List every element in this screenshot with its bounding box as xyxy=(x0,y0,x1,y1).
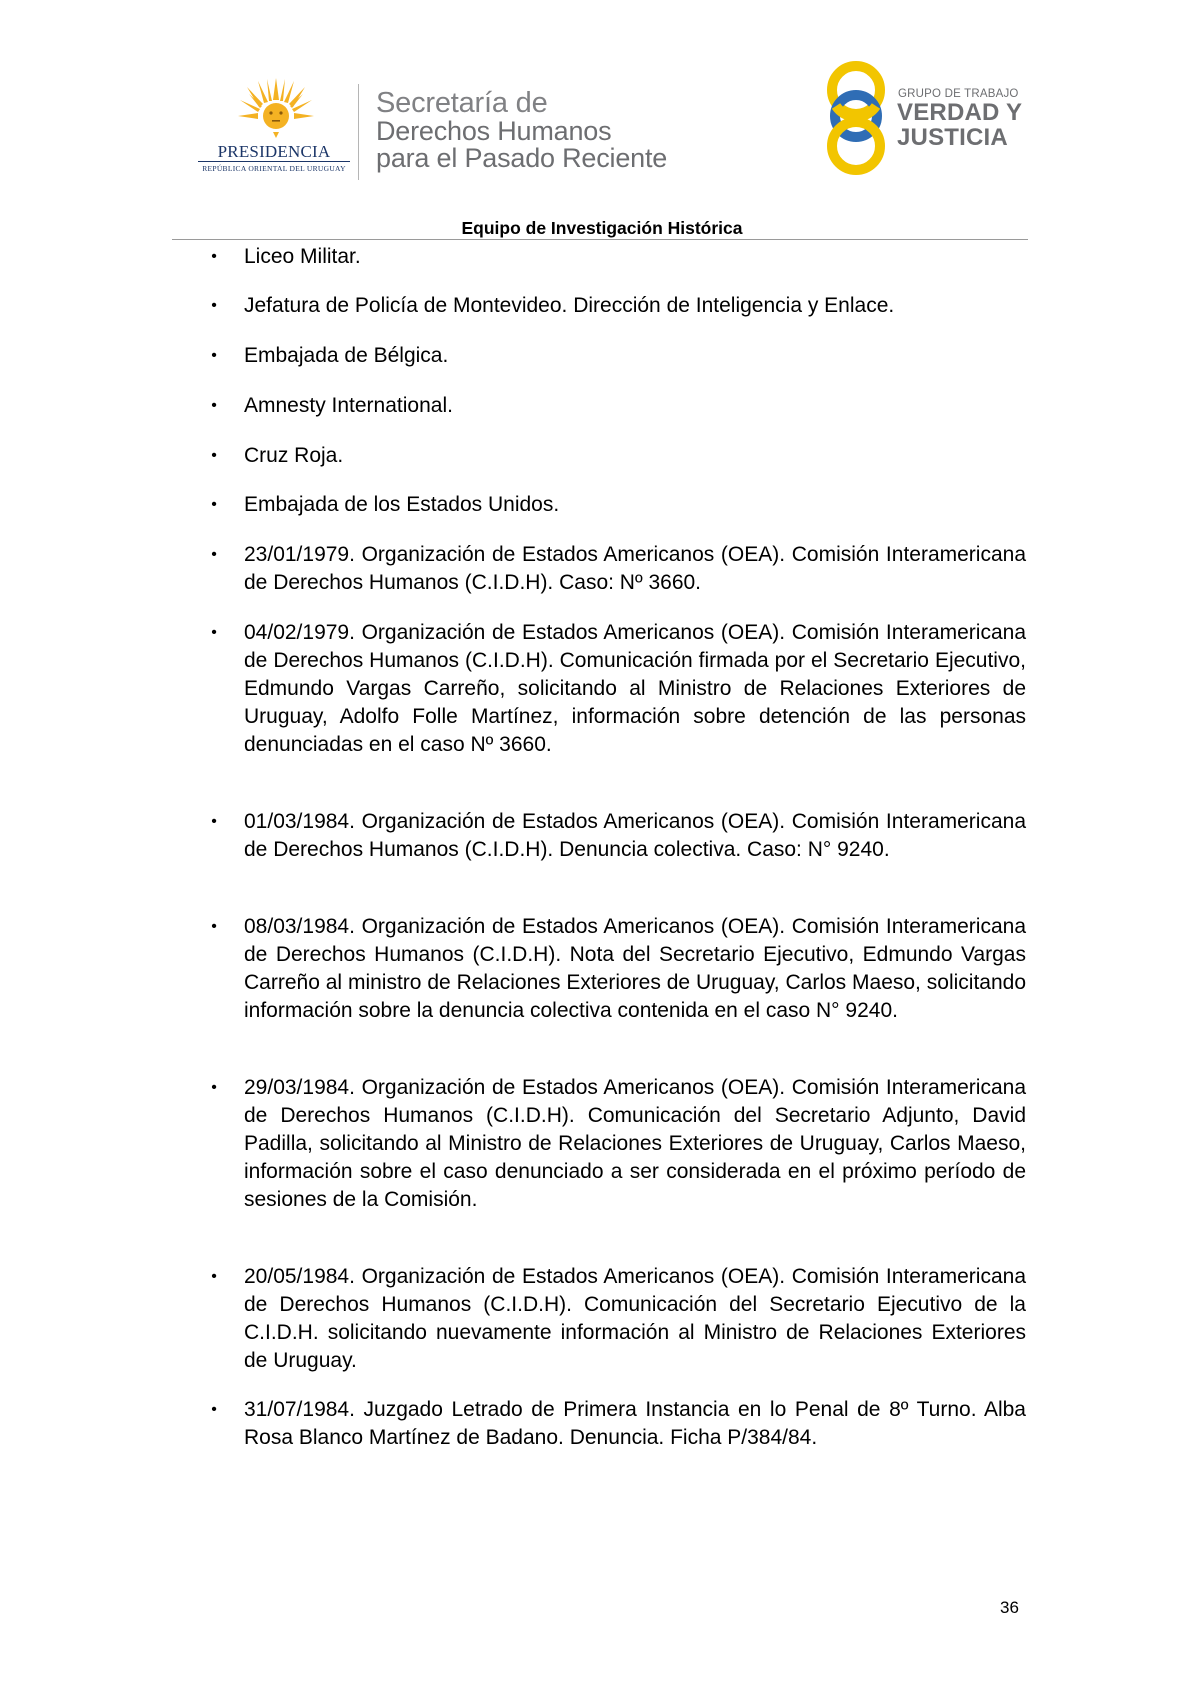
list-item-text: Cruz Roja. xyxy=(244,444,344,467)
bullet-icon: • xyxy=(211,918,217,935)
list-item xyxy=(211,808,1026,864)
secretaria-line-1: Secretaría de xyxy=(376,87,548,119)
list-item xyxy=(211,292,1026,320)
list-item xyxy=(211,342,1026,370)
list-item xyxy=(211,442,1026,470)
list-item-text: 23/01/1979. Organización de Estados Americanos (OEA). Comisión Interamericana de Derechos Humanos (C.I.D.H). Caso: Nº 3660. xyxy=(244,543,1026,594)
gtvj-line-1: GRUPO DE TRABAJO xyxy=(898,88,1019,100)
list-item-text: 08/03/1984. Organización de Estados Americanos (OEA). Comisión Interamericana de Derechos Humanos (C.I.D.H). Nota del Secretario Ejecutivo, Edmundo Vargas Carreño al ministro de Relaciones Exteriores de Uruguay, Carlos Maeso, solicitando información sobre la denuncia colectiva contenida en el caso N° 9240. xyxy=(244,915,1026,1022)
list-item xyxy=(211,491,1026,519)
list-item xyxy=(211,1074,1026,1214)
list-item-text: Liceo Militar. xyxy=(244,245,361,268)
list-item xyxy=(211,913,1026,1025)
list-item xyxy=(211,541,1026,597)
list-item xyxy=(211,392,1026,420)
list-item-text: 20/05/1984. Organización de Estados Americanos (OEA). Comisión Interamericana de Derechos Humanos (C.I.D.H). Comunicación del Secretario Ejecutivo de la C.I.D.H. solicitando nuevamente información al Ministro de Relaciones Exteriores de Uruguay. xyxy=(244,1265,1026,1372)
list-item xyxy=(211,619,1026,759)
list-item-text: 29/03/1984. Organización de Estados Americanos (OEA). Comisión Interamericana de Derechos Humanos (C.I.D.H). Comunicación del Secretario Adjunto, David Padilla, solicitando al Ministro de Relaciones Exteriores de Uruguay, Carlos Maeso, información sobre el caso denunciado a ser considerada en el próximo período de sesiones de la Comisión. xyxy=(244,1076,1026,1211)
list-item xyxy=(211,1396,1026,1452)
bullet-icon: • xyxy=(211,397,217,414)
secretaria-line-3: para el Pasado Reciente xyxy=(376,143,668,173)
list-item-text: 31/07/1984. Juzgado Letrado de Primera Instancia en lo Penal de 8º Turno. Alba Rosa Blanco Martínez de Badano. Denuncia. Ficha P/384/84. xyxy=(244,1398,1026,1449)
list-item xyxy=(211,1263,1026,1375)
gtvj-line-2: VERDAD Y xyxy=(897,99,1023,126)
bullet-icon: • xyxy=(211,347,217,364)
secretaria-line-2: Derechos Humanos xyxy=(376,116,612,146)
presidencia-subtitle: REPÚBLICA ORIENTAL DEL URUGUAY xyxy=(202,164,346,173)
bullet-icon: • xyxy=(211,624,217,641)
list-item-text: Jefatura de Policía de Montevideo. Dirección de Inteligencia y Enlace. xyxy=(244,294,895,317)
presidencia-name: PRESIDENCIA xyxy=(217,142,331,161)
bullet-icon: • xyxy=(211,297,217,314)
list-item-text: Embajada de los Estados Unidos. xyxy=(244,493,560,516)
list-item-text: 04/02/1979. Organización de Estados Americanos (OEA). Comisión Interamericana de Derechos Humanos (C.I.D.H). Comunicación firmada por el Secretario Ejecutivo, Edmundo Vargas Carreño, solicitando al Ministro de Relaciones Exteriores de Uruguay, Adolfo Folle Martínez, información sobre detención de las personas denunciadas en el caso Nº 3660. xyxy=(244,621,1026,756)
team-title: Equipo de Investigación Histórica xyxy=(461,218,743,238)
bullet-icon: • xyxy=(211,248,217,265)
bullet-icon: • xyxy=(211,546,217,563)
bullet-icon: • xyxy=(211,1079,217,1096)
list-item xyxy=(211,243,1026,271)
bullet-icon: • xyxy=(211,1401,217,1418)
list-item-text: Amnesty International. xyxy=(244,394,453,417)
list-item-text: Embajada de Bélgica. xyxy=(244,344,449,367)
bullet-icon: • xyxy=(211,813,217,830)
gtvj-line-3: JUSTICIA xyxy=(897,124,1008,151)
bullet-icon: • xyxy=(211,1268,217,1285)
bullet-icon: • xyxy=(211,496,217,513)
list-item-text: 01/03/1984. Organización de Estados Americanos (OEA). Comisión Interamericana de Derechos Humanos (C.I.D.H). Denuncia colectiva. Caso: N° 9240. xyxy=(244,810,1026,861)
bullet-icon: • xyxy=(211,447,217,464)
page-number: 36 xyxy=(1000,1598,1019,1617)
